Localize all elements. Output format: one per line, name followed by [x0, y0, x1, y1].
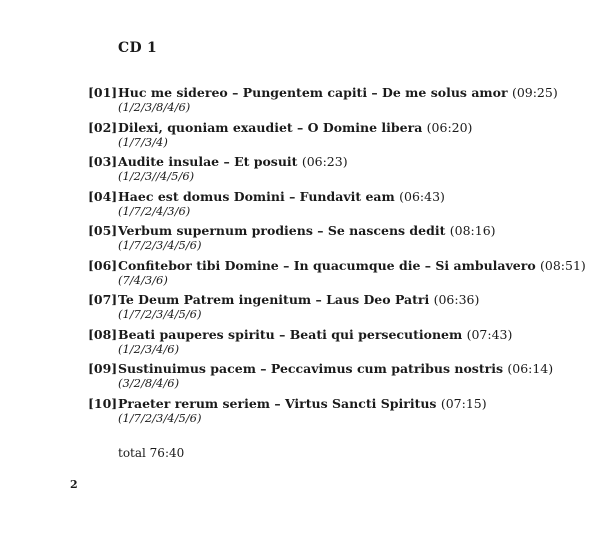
track-voices: (1/2/3//4/5/6)	[118, 169, 195, 183]
track-title: Sustinuimus pacem – Peccavimus cum patribus nostris	[118, 361, 503, 376]
track-voices: (1/2/3/8/4/6)	[118, 100, 191, 114]
track-item	[88, 189, 588, 224]
track-item	[88, 85, 588, 120]
track-voices: (1/7/2/3/4/5/6)	[118, 238, 202, 252]
total-duration: total 76:40	[118, 446, 185, 460]
track-title: Huc me sidereo – Pungentem capiti – De me solus amor	[118, 85, 508, 100]
track-duration: (07:43)	[466, 326, 513, 342]
track-item	[88, 327, 588, 362]
track-number: [04]	[88, 188, 118, 204]
track-number: [08]	[88, 326, 118, 342]
track-title-line	[118, 396, 487, 411]
track-voices: (7/4/3/6)	[118, 272, 168, 287]
track-list	[88, 85, 588, 430]
track-item	[88, 258, 588, 293]
track-number: [09]	[88, 361, 118, 376]
track-item	[88, 154, 588, 189]
track-item	[88, 361, 588, 396]
track-duration: (06:14)	[507, 361, 554, 376]
track-duration: (06:23)	[301, 154, 348, 169]
track-item	[88, 120, 588, 155]
track-number: [02]	[88, 119, 118, 135]
page-number: 2	[70, 478, 78, 491]
track-duration: (09:25)	[511, 85, 558, 100]
track-title-line	[118, 154, 348, 169]
cd-heading: CD 1	[118, 40, 158, 56]
track-voices: (1/7/2/4/3/6)	[118, 203, 191, 218]
track-voices: (1/7/2/3/4/5/6)	[118, 410, 202, 425]
track-title: Haec est domus Domini – Fundavit eam	[118, 188, 395, 204]
track-title: Verbum supernum prodiens – Se nascens dedit	[118, 223, 446, 238]
track-title-line	[118, 327, 512, 342]
track-title-line	[118, 361, 553, 376]
track-voices: (1/7/2/3/4/5/6)	[118, 307, 202, 321]
track-item	[88, 292, 588, 327]
track-title-line	[118, 258, 586, 273]
track-title: Dilexi, quoniam exaudiet – O Domine libera	[118, 119, 423, 135]
track-number: [01]	[88, 85, 118, 100]
track-title-line	[118, 223, 496, 238]
track-title: Te Deum Patrem ingenitum – Laus Deo Patri	[118, 292, 430, 307]
track-duration: (08:51)	[540, 257, 586, 273]
track-voices: (3/2/8/4/6)	[118, 376, 180, 390]
track-duration: (07:15)	[440, 395, 487, 411]
track-title: Beati pauperes spiritu – Beati qui persecutionem	[118, 326, 463, 342]
track-title-line	[118, 120, 472, 135]
track-title-line	[118, 189, 445, 204]
track-duration: (06:20)	[426, 119, 473, 135]
track-item	[88, 223, 588, 258]
track-number: [10]	[88, 395, 118, 411]
track-number: [07]	[88, 292, 118, 307]
track-number: [06]	[88, 257, 118, 273]
track-voices: (1/2/3/4/6)	[118, 341, 180, 356]
track-duration: (06:36)	[433, 292, 480, 307]
track-duration: (06:43)	[399, 188, 445, 204]
track-number: [05]	[88, 223, 118, 238]
track-voices: (1/7/3/4)	[118, 134, 168, 149]
track-title: Praeter rerum seriem – Virtus Sancti Spiritus	[118, 395, 437, 411]
track-item	[88, 396, 588, 431]
track-title: Confitebor tibi Domine – In quacumque die – Si ambulavero	[118, 257, 536, 273]
track-number: [03]	[88, 154, 118, 169]
track-title-line	[118, 292, 479, 307]
track-duration: (08:16)	[449, 223, 496, 238]
track-title: Audite insulae – Et posuit	[118, 154, 298, 169]
track-title-line	[118, 85, 558, 100]
